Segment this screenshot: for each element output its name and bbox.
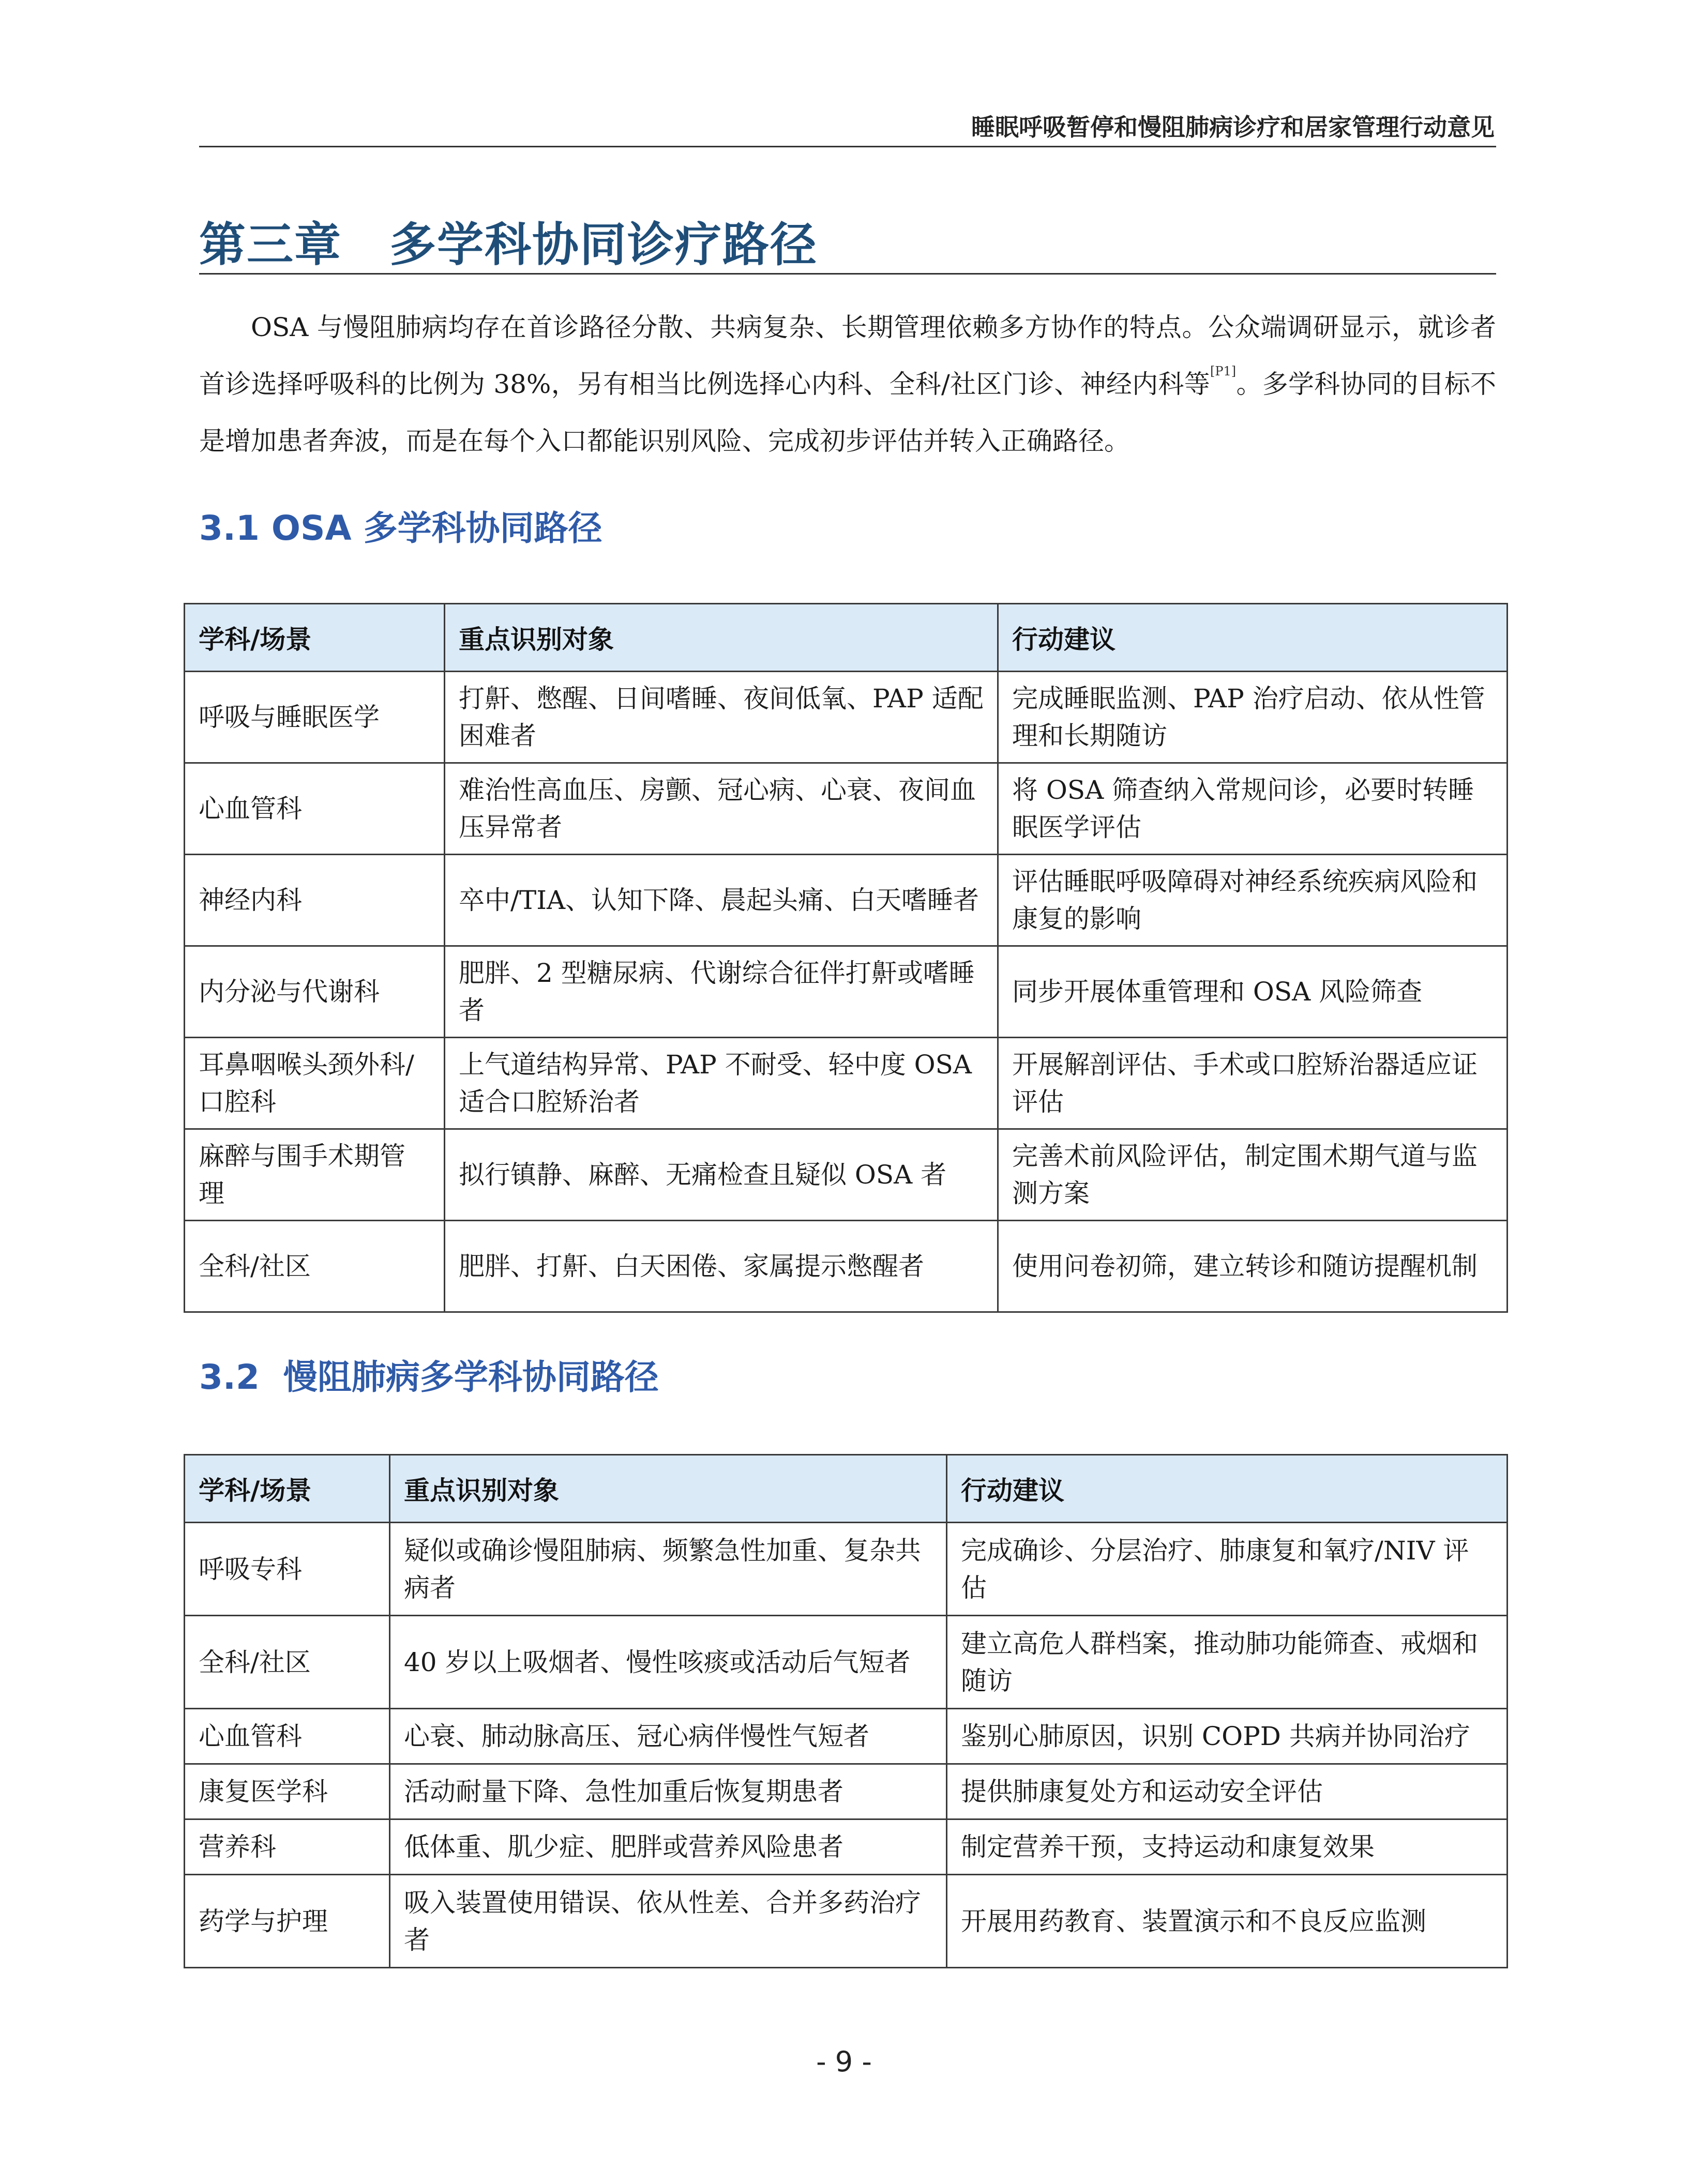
table-cell: 制定营养干预，支持运动和康复效果 — [947, 1819, 1508, 1875]
table-row — [185, 855, 1508, 946]
table-cell: 吸入装置使用错误、依从性差、合并多药治疗者 — [390, 1875, 947, 1968]
table-cell: 鉴别心肺原因，识别 COPD 共病并协同治疗 — [947, 1709, 1508, 1764]
intro-text: OSA 与慢阻肺病均存在首诊路径分散、共病复杂、长期管理依赖多方协作的特点。公众端调研显示，就诊者首诊选择呼吸科的比例为 38%，另有相当比例选择心内科、全科/社区门诊、神经内科等 — [199, 312, 1496, 399]
table-cell: 康复医学科 — [185, 1764, 390, 1819]
table-cell: 呼吸与睡眠医学 — [185, 672, 445, 763]
table-cell: 全科/社区 — [185, 1616, 390, 1709]
table-cell: 心血管科 — [185, 763, 445, 855]
table-cell: 开展解剖评估、手术或口腔矫治器适应证评估 — [998, 1038, 1508, 1129]
table-cell: 营养科 — [185, 1819, 390, 1875]
table-cell: 呼吸专科 — [185, 1523, 390, 1616]
running-header: 睡眠呼吸暂停和慢阻肺病诊疗和居家管理行动意见 — [971, 113, 1495, 141]
table-cell: 低体重、肌少症、肥胖或营养风险患者 — [390, 1819, 947, 1875]
table-row — [185, 1523, 1508, 1616]
table-cell: 内分泌与代谢科 — [185, 946, 445, 1038]
table-row — [185, 1709, 1508, 1764]
column-header: 行动建议 — [998, 604, 1508, 672]
table-cell: 提供肺康复处方和运动安全评估 — [947, 1764, 1508, 1819]
table-row — [185, 1764, 1508, 1819]
table-cell: 上气道结构异常、PAP 不耐受、轻中度 OSA 适合口腔矫治者 — [445, 1038, 998, 1129]
table-cell: 肥胖、打鼾、白天困倦、家属提示憋醒者 — [445, 1221, 998, 1312]
table-cell: 完成确诊、分层治疗、肺康复和氧疗/NIV 评估 — [947, 1523, 1508, 1616]
table-cell: 开展用药教育、装置演示和不良反应监测 — [947, 1875, 1508, 1968]
copd-mdt-table — [184, 1454, 1508, 1968]
chapter-title: 第三章 多学科协同诊疗路径 — [199, 218, 818, 272]
table-cell: 打鼾、憋醒、日间嗜睡、夜间低氧、PAP 适配困难者 — [445, 672, 998, 763]
chapter-rule — [199, 273, 1496, 275]
table-cell: 活动耐量下降、急性加重后恢复期患者 — [390, 1764, 947, 1819]
table-cell: 全科/社区 — [185, 1221, 445, 1312]
column-header: 行动建议 — [947, 1455, 1508, 1523]
table-cell: 评估睡眠呼吸障碍对神经系统疾病风险和康复的影响 — [998, 855, 1508, 946]
table-cell: 耳鼻咽喉头颈外科/口腔科 — [185, 1038, 445, 1129]
table-cell: 完善术前风险评估，制定围术期气道与监测方案 — [998, 1129, 1508, 1221]
osa-mdt-table — [184, 603, 1508, 1313]
table-cell: 心血管科 — [185, 1709, 390, 1764]
table-cell: 将 OSA 筛查纳入常规问诊，必要时转睡眠医学评估 — [998, 763, 1508, 855]
table-header-row — [185, 604, 1508, 672]
table-cell: 同步开展体重管理和 OSA 风险筛查 — [998, 946, 1508, 1038]
table-row — [185, 946, 1508, 1038]
table-cell: 神经内科 — [185, 855, 445, 946]
table-row — [185, 1129, 1508, 1221]
table-cell: 使用问卷初筛，建立转诊和随访提醒机制 — [998, 1221, 1508, 1312]
table-cell: 完成睡眠监测、PAP 治疗启动、依从性管理和长期随访 — [998, 672, 1508, 763]
table-row — [185, 763, 1508, 855]
intro-text-after: 。多学科协同的目标不是增加患者奔波，而是在每个入口都能识别风险、完成初步评估并转入正确路径。 — [199, 369, 1497, 456]
table-row — [185, 1038, 1508, 1129]
column-header: 学科/场景 — [185, 1455, 390, 1523]
table-cell: 麻醉与围手术期管理 — [185, 1129, 445, 1221]
section-title-3-2: 3.2 慢阻肺病多学科协同路径 — [199, 1357, 659, 1397]
table-cell: 建立高危人群档案，推动肺功能筛查、戒烟和随访 — [947, 1616, 1508, 1709]
table-row — [185, 1819, 1508, 1875]
table-cell: 心衰、肺动脉高压、冠心病伴慢性气短者 — [390, 1709, 947, 1764]
table-row — [185, 1875, 1508, 1968]
table-cell: 卒中/TIA、认知下降、晨起头痛、白天嗜睡者 — [445, 855, 998, 946]
table-cell: 难治性高血压、房颤、冠心病、心衰、夜间血压异常者 — [445, 763, 998, 855]
table-cell: 肥胖、2 型糖尿病、代谢综合征伴打鼾或嗜睡者 — [445, 946, 998, 1038]
table-cell: 40 岁以上吸烟者、慢性咳痰或活动后气短者 — [390, 1616, 947, 1709]
table-cell: 拟行镇静、麻醉、无痛检查且疑似 OSA 者 — [445, 1129, 998, 1221]
page-number: - 9 - — [816, 2045, 872, 2078]
table-row — [185, 1221, 1508, 1312]
table-row — [185, 672, 1508, 763]
table-row — [185, 1616, 1508, 1709]
header-rule — [199, 146, 1496, 147]
column-header: 重点识别对象 — [390, 1455, 947, 1523]
table-cell: 疑似或确诊慢阻肺病、频繁急性加重、复杂共病者 — [390, 1523, 947, 1616]
column-header: 重点识别对象 — [445, 604, 998, 672]
table-cell: 药学与护理 — [185, 1875, 390, 1968]
table-header-row — [185, 1455, 1508, 1523]
column-header: 学科/场景 — [185, 604, 445, 672]
intro-paragraph — [199, 299, 1496, 469]
section-title-3-1: 3.1 OSA 多学科协同路径 — [199, 508, 602, 548]
citation-p1: [P1] — [1210, 364, 1237, 378]
